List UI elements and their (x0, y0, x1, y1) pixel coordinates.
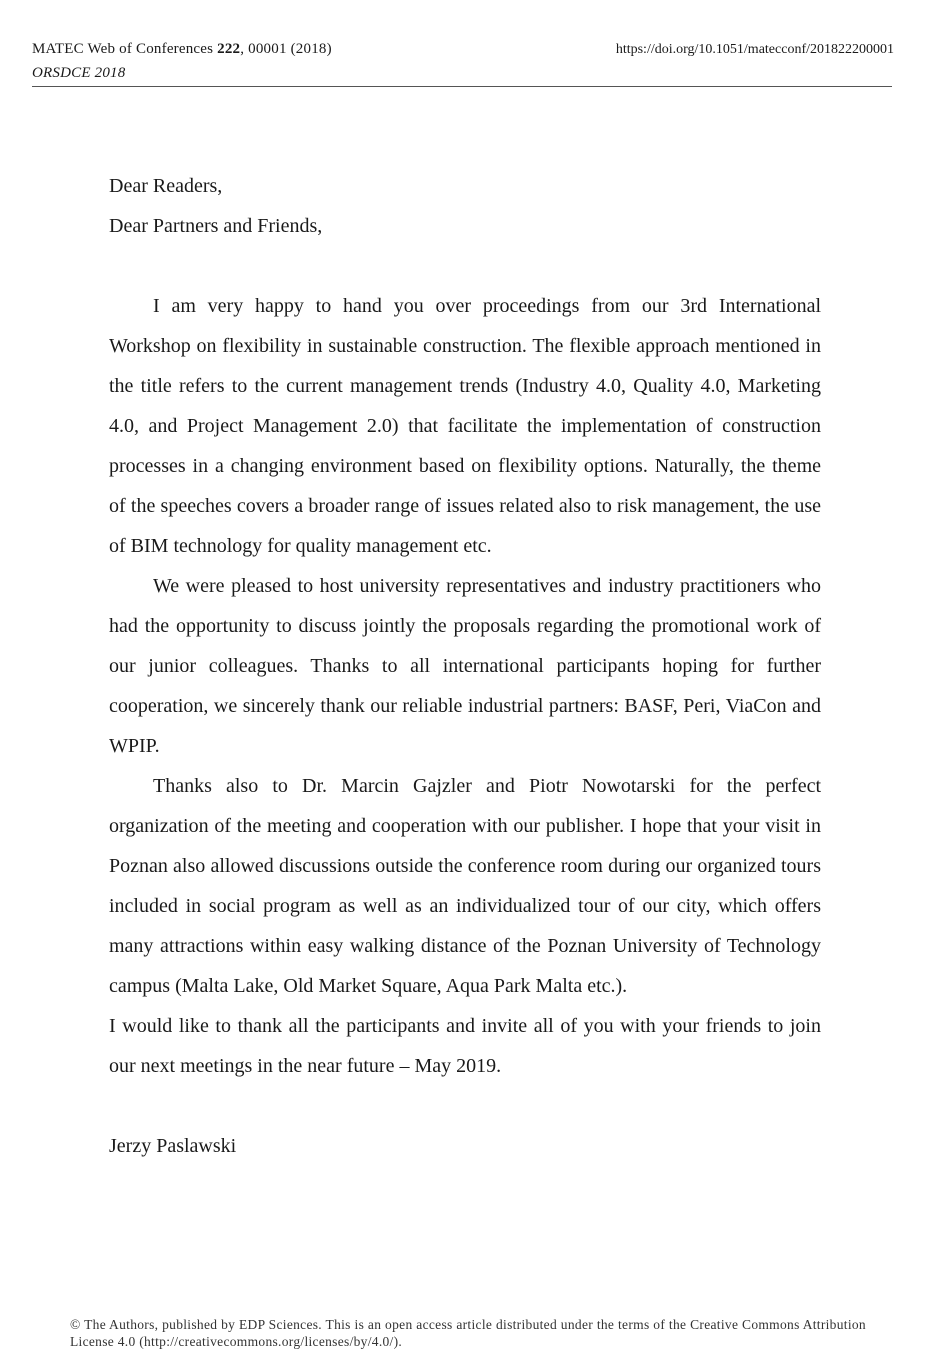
header-divider (32, 86, 892, 87)
conference-name: ORSDCE 2018 (32, 65, 126, 81)
journal-line (32, 37, 332, 61)
signature: Jerzy Paslawski (109, 1135, 237, 1157)
volume-number: 222 (217, 41, 241, 57)
salutation-partners: Dear Partners and Friends, (109, 215, 323, 237)
paragraph-invitation: I would like to thank all the participants and invite all of you with your friends to join our next meetings in the near future – May 2019. (109, 1015, 821, 1077)
letter-body (109, 166, 821, 1166)
license-footer: © The Authors, published by EDP Sciences. This is an open access article distributed under the terms of the Creative Commons Attribution License 4.0 (http://creativecommons.org/licenses/by/4.0/). (70, 1317, 866, 1349)
spacer (109, 246, 821, 286)
salutation-readers: Dear Readers, (109, 175, 223, 197)
paragraph-intro: I am very happy to hand you over proceedings from our 3rd International Workshop on flexibility in sustainable construction. The flexible approach mentioned in the title refers to the current management trends (Industry 4.0, Quality 4.0, Marketing 4.0, and Project Management 2.0) that facilitate the implementation of construction processes in a changing environment based on flexibility options. Naturally, the theme of the speeches covers a broader range of issues related also to risk management, the use of BIM technology for quality management etc. (109, 295, 821, 557)
paragraph-participants: We were pleased to host university representatives and industry practitioners who had the opportunity to discuss jointly the proposals regarding the promotional work of our junior colleagues. Thanks to all international participants hoping for further cooperation, we sincerely thank our reliable industrial partners: BASF, Peri, ViaCon and WPIP. (109, 575, 821, 757)
spacer (109, 1086, 821, 1126)
doi-link[interactable]: https://doi.org/10.1051/matecconf/201822200001 (615, 42, 894, 57)
paragraph-thanks: Thanks also to Dr. Marcin Gajzler and Piotr Nowotarski for the perfect organization of the meeting and cooperation with our publisher. I hope that your visit in Poznan also allowed discussions outside the conference room during our organized tours included in social program as well as an individualized tour of our city, which offers many attractions within easy walking distance of the Poznan University of Technology campus (Malta Lake, Old Market Square, Aqua Park Malta etc.). (109, 775, 821, 997)
running-header (32, 37, 332, 85)
journal-name: MATEC Web of Conferences (32, 41, 218, 57)
article-number: , 00001 (2018) (240, 41, 332, 57)
